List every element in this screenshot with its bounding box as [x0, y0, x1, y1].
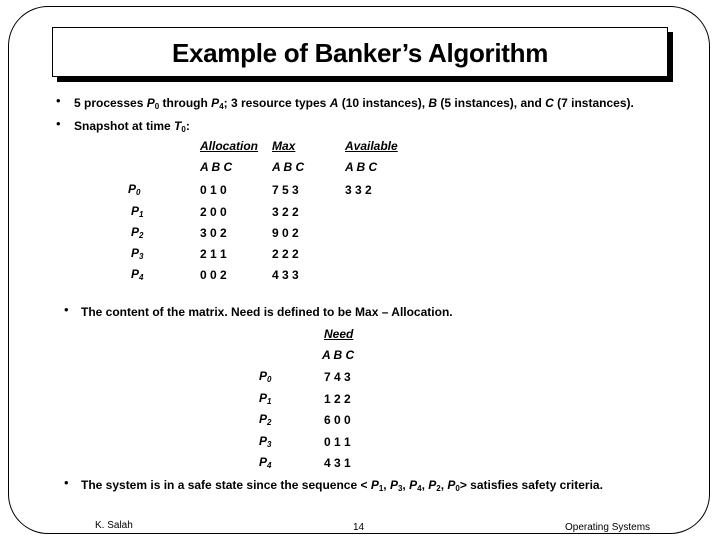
bullet-2-t: T	[174, 119, 182, 133]
allocation-cell: 2 1 1	[200, 247, 227, 261]
bullet-1-p0: P	[146, 96, 155, 110]
bullet-1-a-text: (10 instances),	[338, 96, 429, 110]
need-process-label: $P_1$	[259, 391, 272, 406]
process-label: $P_2$	[131, 225, 144, 240]
header-available: Available	[345, 139, 398, 153]
bullet-1-text	[74, 96, 634, 110]
bullet-1-a: A	[329, 96, 339, 110]
need-cell: 6 0 0	[324, 413, 351, 427]
bullet-3-text: The content of the matrix. Need is defined to be Max – Allocation.	[81, 305, 453, 319]
subheader-available: A B C	[345, 160, 378, 174]
need-header: Need	[324, 327, 354, 341]
footer-course: Operating Systems	[565, 522, 651, 533]
need-process-label: $P_2$	[259, 412, 272, 427]
title-box	[52, 27, 668, 77]
bullet-1-c-text: (7 instances).	[553, 96, 634, 110]
bullet-2-pre: Snapshot at time	[74, 119, 175, 133]
process-label: $P_4$	[131, 267, 144, 282]
max-cell: 2 2 2	[272, 247, 299, 261]
need-cell: 0 1 1	[324, 435, 351, 449]
bullet-dot-3: •	[64, 302, 69, 317]
bullet-4-text: The system is in a safe state since the sequence < $P_1$, $P_3$, $P_4$, $P_2$, $P_0>$ satisfies safety criteria.	[81, 478, 603, 493]
bullet-2-text	[74, 119, 190, 133]
bullet-1-pre: 5 processes	[74, 96, 147, 110]
bullet-dot-2: •	[56, 116, 61, 131]
process-label: $P_1$	[131, 204, 144, 219]
bullet-1-c: C	[545, 96, 554, 110]
subheader-allocation: A B C	[200, 160, 233, 174]
bullet-1-b-text: (5 instances), and	[437, 96, 546, 110]
process-label: $P_0$	[128, 182, 141, 197]
bullet-1-rest: ; 3 resource types	[223, 96, 330, 110]
bullet-1-p4: P	[211, 96, 220, 110]
allocation-cell: 3 0 2	[200, 226, 227, 240]
need-cell: 7 4 3	[324, 370, 351, 384]
need-process-label: $P_0$	[259, 369, 272, 384]
footer-author: K. Salah	[95, 520, 133, 531]
header-allocation: Allocation	[200, 139, 259, 153]
bullet-4-post: > satisfies safety criteria.	[459, 478, 603, 492]
process-label: $P_3$	[131, 246, 144, 261]
allocation-cell: 2 0 0	[200, 205, 227, 219]
bullet-dot-1: •	[56, 93, 61, 108]
need-subheader: A B C	[322, 348, 355, 362]
allocation-cell: 0 1 0	[200, 183, 227, 197]
bullet-1-p4-sub: 4	[219, 102, 224, 111]
slide-title: Example of Banker’s Algorithm	[171, 38, 549, 68]
max-cell: 7 5 3	[272, 183, 299, 197]
need-cell: 1 2 2	[324, 392, 351, 406]
need-process-label: $P_3$	[259, 434, 272, 449]
need-process-label: $P_4$	[259, 455, 272, 470]
bullet-dot-4: •	[64, 475, 69, 490]
header-max: Max	[272, 139, 296, 153]
bullet-2-post: :	[185, 119, 190, 133]
bullet-1-p0-sub: 0	[154, 102, 160, 111]
available-cell: 3 3 2	[345, 183, 372, 197]
max-cell: 4 3 3	[272, 268, 299, 282]
bullet-1-mid: through	[159, 96, 212, 110]
bullet-4-pre: The system is in a safe state since the sequence <	[81, 478, 371, 492]
bullet-1-b: B	[428, 96, 438, 110]
footer-page-number: 14	[353, 522, 365, 533]
subheader-max: A B C	[272, 160, 305, 174]
bullet-2-t-sub: 0	[181, 125, 186, 134]
max-cell: 3 2 2	[272, 205, 299, 219]
allocation-cell: 0 0 2	[200, 268, 227, 282]
max-cell: 9 0 2	[272, 226, 299, 240]
slide-border	[8, 6, 710, 534]
need-cell: 4 3 1	[324, 456, 351, 470]
